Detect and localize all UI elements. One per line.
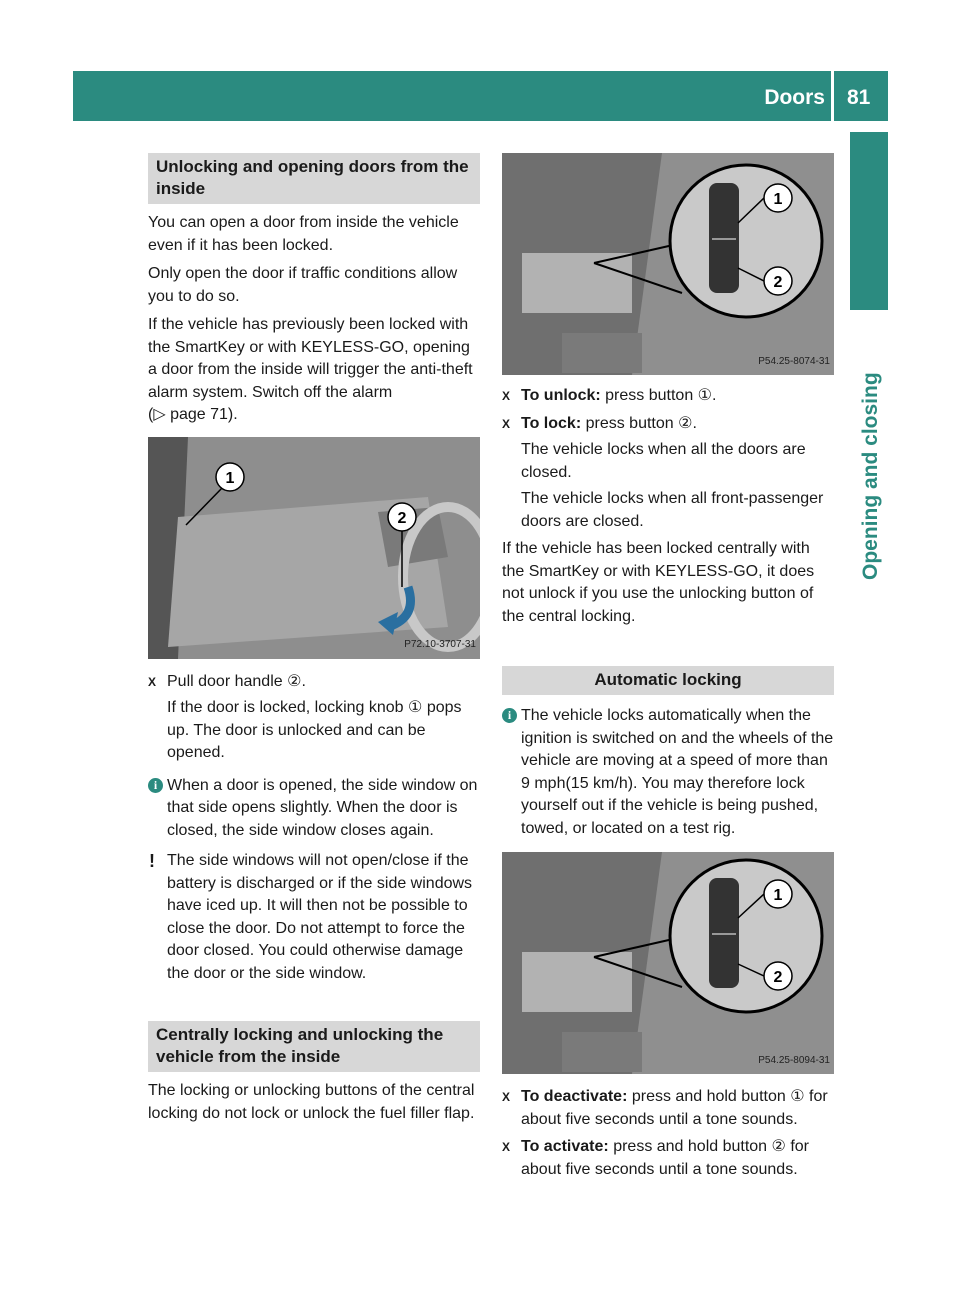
warning-text: The side windows will not open/close if the battery is discharged or if the side windows have iced up. It will then not be possible to close the door. Do not attempt to force the door closed. You could otherwise damage the door or the side window. — [167, 852, 473, 982]
callout-number-2: 2 — [773, 274, 783, 291]
step-label: To unlock: — [521, 387, 601, 404]
chapter-tab — [850, 132, 888, 310]
callout-ref-1: ① — [408, 699, 423, 716]
section-title-automatic-locking: Automatic locking — [502, 666, 834, 695]
paragraph: You can open a door from inside the vehicle even if it has been locked. — [148, 214, 459, 254]
step-arrow: X — [502, 416, 511, 431]
callout-number-1: 1 — [773, 191, 783, 208]
step-label: To activate: — [521, 1138, 609, 1155]
door-handle-figure — [148, 437, 480, 659]
right-column — [502, 153, 834, 1186]
door-handle — [522, 253, 632, 313]
info-note-automatic-locking — [502, 705, 834, 840]
left-column — [148, 153, 480, 1131]
paragraph — [148, 314, 480, 427]
chapter-label-text: Opening and closing — [859, 372, 882, 580]
callout-ref-1: ① — [790, 1088, 805, 1105]
step-detail-b: pops up. The door is unlocked and can be opened. — [167, 699, 462, 761]
header-title: Doors — [764, 86, 825, 109]
chapter-label — [849, 320, 889, 580]
step-arrow: X — [502, 1140, 511, 1154]
figure-code: P54.25-8074-31 — [758, 355, 830, 367]
paragraph: If the vehicle has been locked centrally with the SmartKey or with KEYLESS-GO, it does not unlock if you use the unlocking button of the central locking. — [502, 540, 815, 625]
callout-ref-1: ① — [697, 387, 713, 404]
step-text-b: . — [301, 672, 306, 690]
step-detail: The vehicle locks when all the doors are closed. — [521, 441, 806, 481]
window-switches — [562, 333, 642, 373]
info-icon: i — [502, 708, 517, 723]
paragraph: Only open the door if traffic conditions allow you to do so. — [148, 265, 458, 305]
info-note-window — [148, 775, 480, 843]
step-arrow: X — [502, 1090, 511, 1104]
info-text: The vehicle locks automatically when the ignition is switched on and the wheels of the vehicle are moving at a speed of more than 9 mph(15 km/h). You may therefore lock yourself out if the vehicle is being pushed, towed, or located on a test rig. — [521, 707, 834, 837]
step-body: press button — [605, 387, 694, 404]
door-handle — [522, 952, 632, 1012]
step-deactivate — [502, 1086, 834, 1131]
step-text-a: Pull door handle — [167, 672, 283, 690]
step-text — [521, 1136, 834, 1181]
central-locking-illustration — [502, 153, 834, 375]
header-separator — [831, 71, 834, 121]
step-activate — [502, 1136, 834, 1181]
zoom-circle — [670, 860, 822, 1012]
step-arrow: X — [502, 389, 511, 403]
step-text — [167, 671, 480, 694]
step-lock — [502, 413, 834, 534]
automatic-locking-figure — [502, 852, 834, 1074]
page-reference[interactable]: (▷ page 71). — [148, 406, 238, 423]
step-tail: for about five seconds until a tone sounds. — [521, 1088, 828, 1128]
step-label: To deactivate: — [521, 1088, 628, 1105]
page-number: 81 — [847, 86, 871, 109]
step-text — [521, 1086, 834, 1131]
step-body: press and hold button — [613, 1138, 768, 1155]
section-title-central-locking: Centrally locking and unlocking the vehicle from the inside — [148, 1021, 480, 1072]
door-handle-illustration — [148, 437, 480, 659]
step-pull-handle — [148, 671, 480, 765]
callout-number-1: 1 — [773, 887, 783, 904]
figure-code: P54.25-8094-31 — [758, 1054, 830, 1066]
paragraph-text: If the vehicle has previously been locked with the SmartKey or with KEYLESS-GO, opening a door from the inside will trigger the anti-theft alarm system. Switch off the alarm — [148, 316, 473, 401]
central-locking-figure — [502, 153, 834, 375]
figure-code: P72.10-3707-31 — [404, 639, 476, 650]
step-unlock — [502, 385, 834, 408]
callout-ref-2: ② — [678, 414, 693, 432]
warning-note-windows — [148, 850, 480, 985]
window-switches — [562, 1032, 642, 1072]
callout-number-2: 2 — [397, 509, 407, 527]
automatic-locking-illustration — [502, 852, 834, 1074]
step-text: To unlock: press button ①. — [521, 387, 717, 404]
step-body: press button — [585, 414, 674, 432]
step-text: To lock: press button ②. — [521, 414, 697, 432]
callout-ref-2: ② — [287, 672, 302, 690]
callout-number-2: 2 — [773, 969, 783, 986]
zoom-circle — [670, 165, 822, 317]
info-text: When a door is opened, the side window on that side opens slightly. When the door is closed, the side window closes again. — [167, 776, 478, 839]
callout-number-1: 1 — [225, 469, 235, 487]
step-detail: The vehicle locks when all front-passenger doors are closed. — [521, 490, 824, 530]
warning-icon: ! — [149, 851, 155, 871]
step-detail-a: If the door is locked, locking knob — [167, 699, 404, 716]
callout-ref-2: ② — [771, 1138, 786, 1155]
step-tail: for about five seconds until a tone sounds. — [521, 1138, 809, 1178]
step-detail — [167, 697, 480, 765]
section-title-unlocking: Unlocking and opening doors from the inside — [148, 153, 480, 204]
paragraph: The locking or unlocking buttons of the central locking do not lock or unlock the fuel filler flap. — [148, 1082, 475, 1122]
info-icon: i — [148, 778, 163, 793]
step-label: To lock: — [521, 414, 582, 432]
step-arrow: X — [148, 674, 157, 689]
step-body: press and hold button — [631, 1088, 786, 1105]
